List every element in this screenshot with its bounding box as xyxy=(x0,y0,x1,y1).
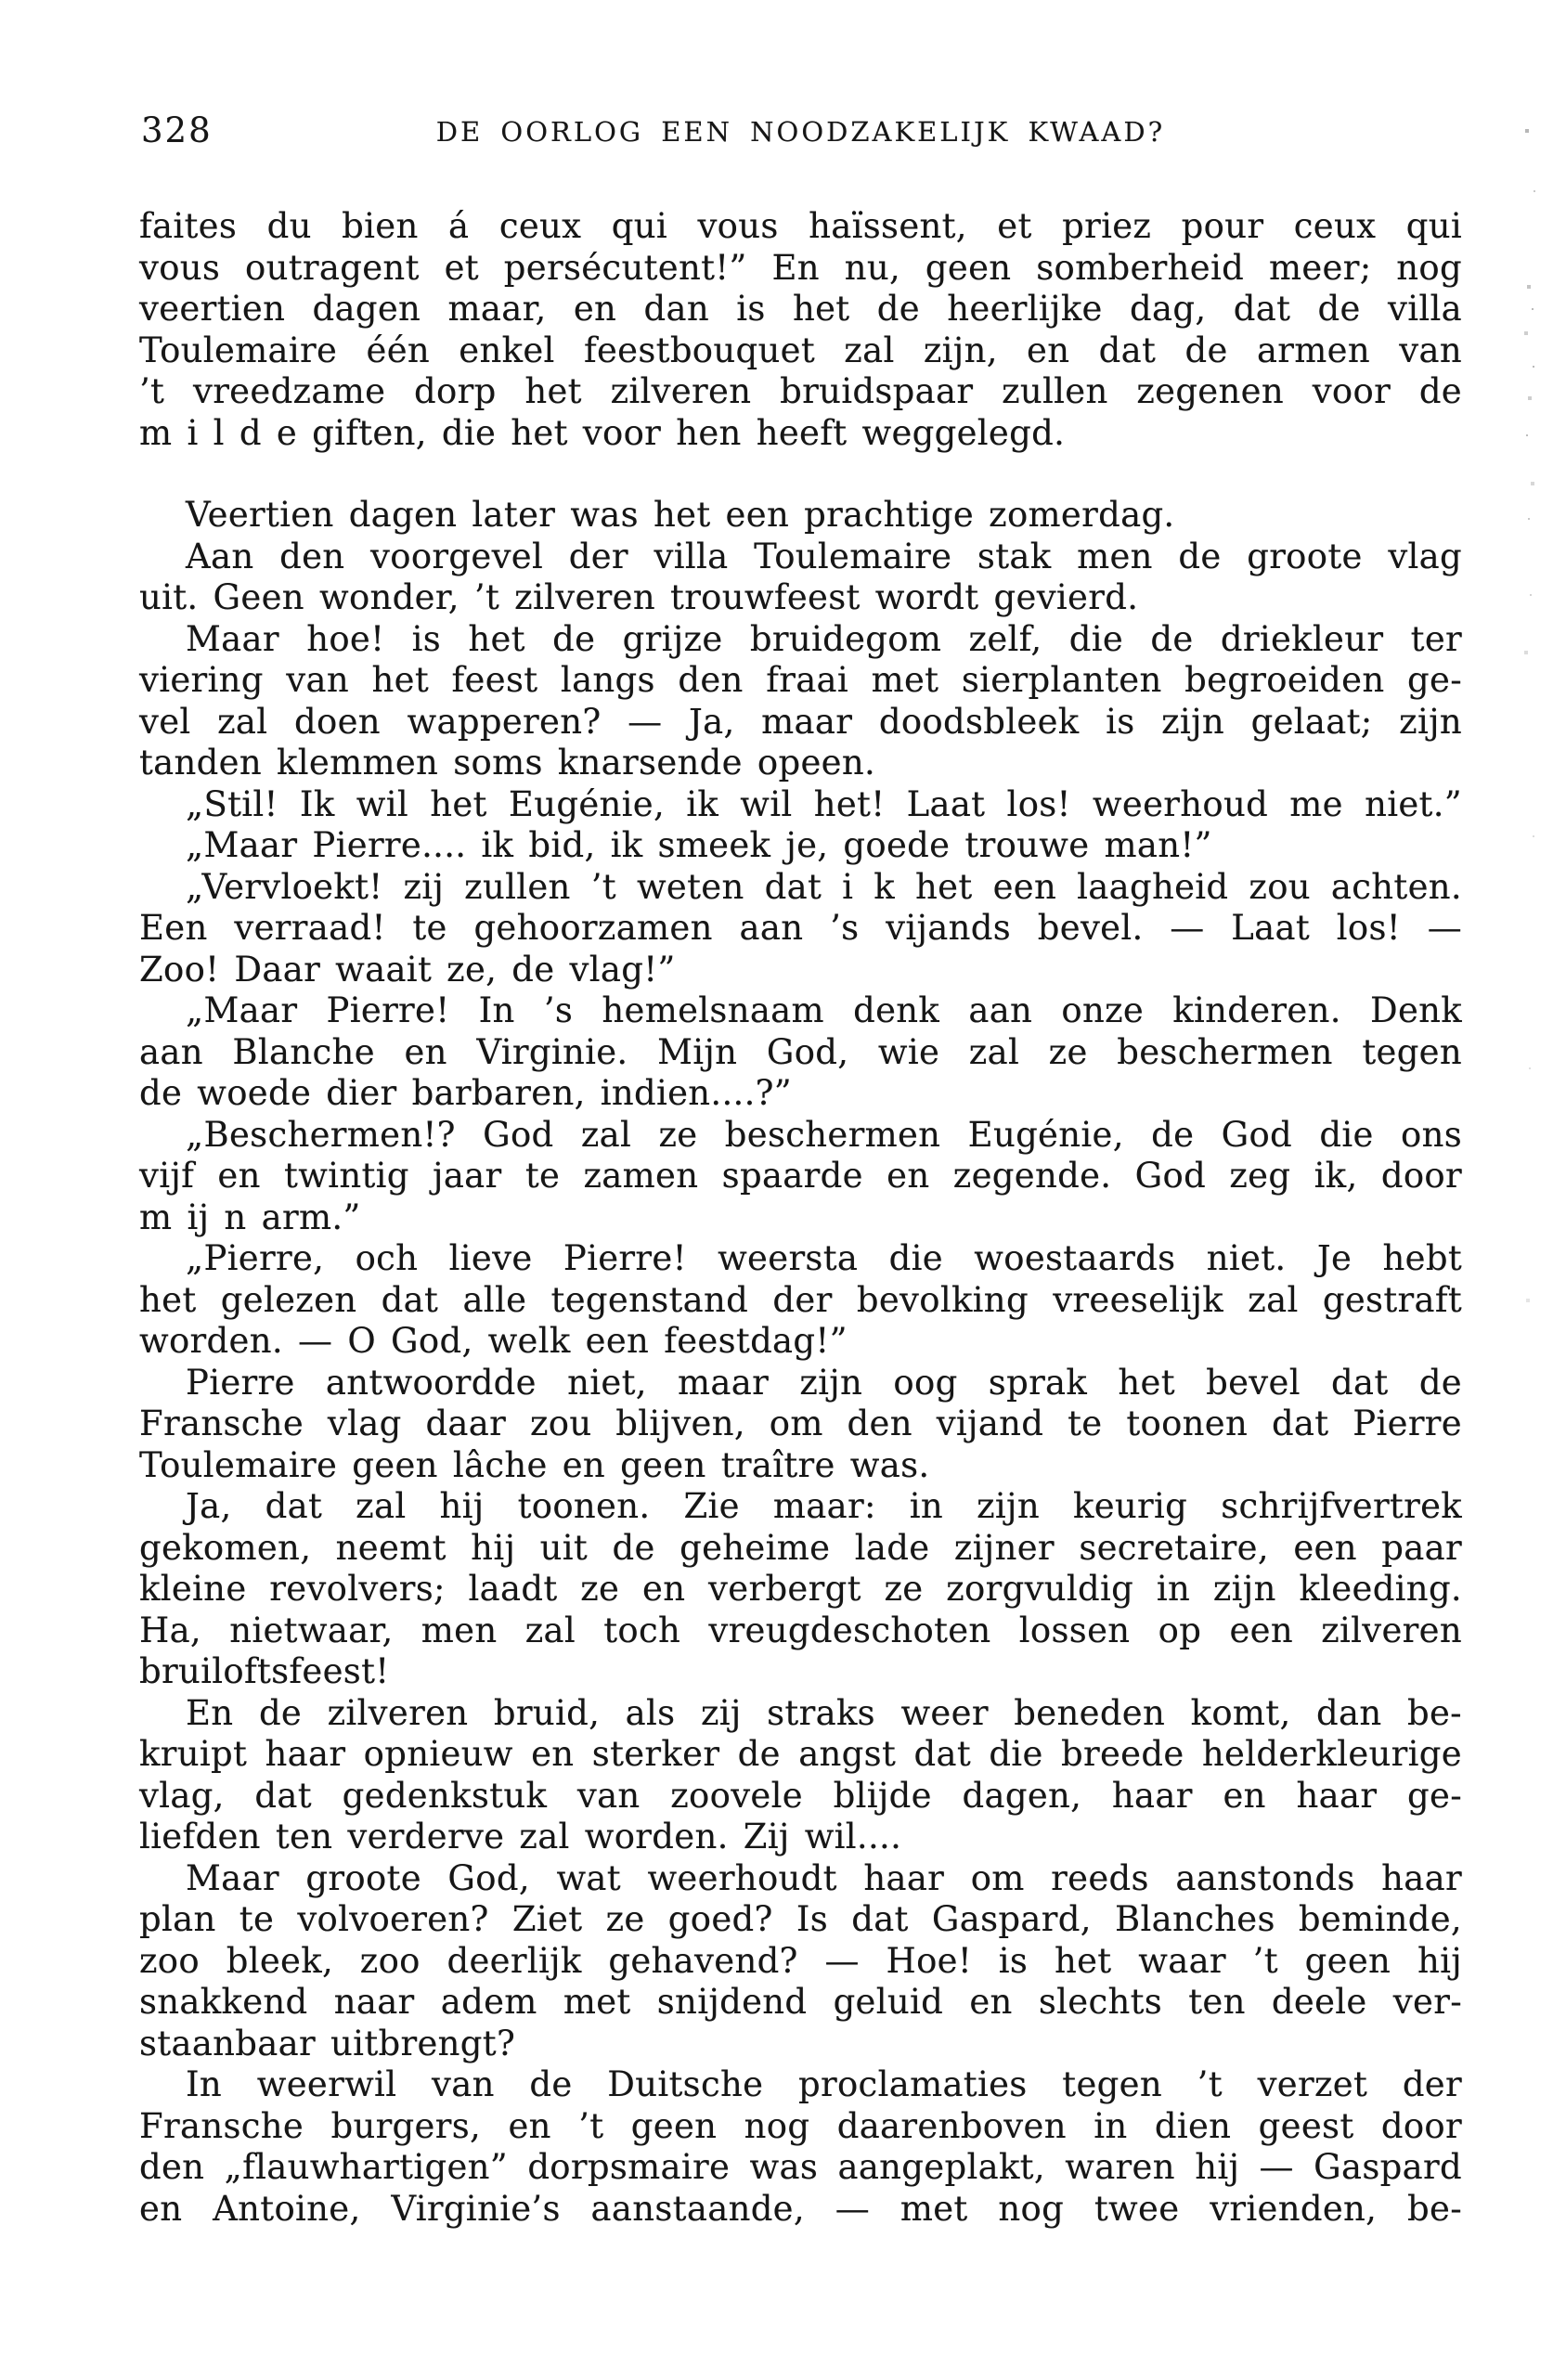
text-line: tanden klemmen soms knarsende opeen. xyxy=(139,743,876,783)
scan-speckle-artifacts xyxy=(0,0,2,2)
text-line: de woede dier barbaren, indien....?” xyxy=(139,1073,793,1113)
text-line: „Maar Pierre.... ik bid, ik smeek je, goede trouwe man!” xyxy=(186,825,1212,865)
text-line: „Pierre, och lieve Pierre! weersta die woestaards niet. Je hebt xyxy=(186,1238,1462,1278)
page-number: 328 xyxy=(141,110,213,150)
text-line: worden. — O God, welk een feestdag!” xyxy=(139,1321,848,1361)
text-line: Toulemaire geen lâche en geen traître was. xyxy=(139,1444,930,1485)
text-line: en Antoine, Virginie’s aanstaande, — met nog twee vrienden, be- xyxy=(139,2188,1462,2229)
text-line: En de zilveren bruid, als zij straks weer beneden komt, dan be- xyxy=(186,1692,1462,1733)
text-line: vel zal doen wapperen? — Ja, maar doodsbleek is zijn gelaat; zijn xyxy=(139,701,1462,742)
running-title: DE OORLOG EEN NOODZAKELIJK KWAAD? xyxy=(435,116,1166,148)
text-line: Fransche vlag daar zou blijven, om den vijand te toonen dat Pierre xyxy=(139,1403,1462,1443)
text-line: ’t vreedzame dorp het zilveren bruidspaar zullen zegenen voor de xyxy=(139,371,1462,411)
text-line: uit. Geen wonder, ’t zilveren trouwfeest wordt gevierd. xyxy=(139,577,1139,617)
text-line: Ja, dat zal hij toonen. Zie maar: in zijn keurig schrijfvertrek xyxy=(186,1486,1462,1526)
text-line: staanbaar uitbrengt? xyxy=(139,2023,516,2063)
text-line: „Vervloekt! zij zullen ’t weten dat i k het een laagheid zou achten. xyxy=(186,866,1462,907)
text-line: liefden ten verderve zal worden. Zij wil.... xyxy=(139,1817,902,1856)
text-line: kruipt haar opnieuw en sterker de angst dat die breede helderkleurige xyxy=(139,1734,1462,1774)
text-line: bruiloftsfeest! xyxy=(139,1651,390,1691)
text-line: Veertien dagen later was het een prachtige zomerdag. xyxy=(186,495,1175,535)
text-line: gekomen, neemt hij uit de geheime lade zijner secretaire, een paar xyxy=(139,1527,1462,1568)
text-line: „Beschermen!? God zal ze beschermen Eugénie, de God die ons xyxy=(186,1114,1462,1155)
text-line: Maar groote God, wat weerhoudt haar om reeds aanstonds haar xyxy=(186,1857,1462,1898)
text-line: vous outragent et persécutent!” En nu, geen somberheid meer; nog xyxy=(139,247,1462,288)
text-line: kleine revolvers; laadt ze en verbergt ze zorgvuldig in zijn kleeding. xyxy=(139,1569,1462,1609)
text-line: In weerwil van de Duitsche proclamaties tegen ’t verzet der xyxy=(186,2064,1462,2104)
text-line: vijf en twintig jaar te zamen spaarde en zegende. God zeg ik, door xyxy=(139,1156,1462,1196)
text-line: m ij n arm.” xyxy=(139,1196,361,1237)
text-line: faites du bien á ceux qui vous haïssent, et priez pour ceux qui xyxy=(139,206,1462,246)
text-line: Pierre antwoordde niet, maar zijn oog sprak het bevel dat de xyxy=(186,1362,1462,1403)
text-line: m i l d e giften, die het voor hen heeft weggelegd. xyxy=(139,412,1066,453)
text-line: den „flauwhartigen” dorpsmaire was aangeplakt, waren hij — Gaspard xyxy=(139,2147,1462,2187)
text-line: „Stil! Ik wil het Eugénie, ik wil het! Laat los! weerhoud me niet.” xyxy=(186,783,1462,824)
text-line: Maar hoe! is het de grijze bruidegom zelf, die de driekleur ter xyxy=(186,618,1462,659)
text-line: Toulemaire één enkel feestbouquet zal zijn, en dat de armen van xyxy=(139,330,1462,370)
text-line: plan te volvoeren? Ziet ze goed? Is dat Gaspard, Blanches beminde, xyxy=(139,1899,1462,1939)
text-line: het gelezen dat alle tegenstand der bevolking vreeselijk zal gestraft xyxy=(139,1279,1462,1320)
text-line: snakkend naar adem met snijdend geluid en slechts ten deele ver- xyxy=(139,1982,1462,2022)
text-line: viering van het feest langs den fraai met sierplanten begroeiden ge- xyxy=(139,660,1462,700)
text-line: „Maar Pierre! In ’s hemelsnaam denk aan onze kinderen. Denk xyxy=(186,990,1462,1030)
text-line: Ha, nietwaar, men zal toch vreugdeschoten lossen op een zilveren xyxy=(139,1610,1462,1650)
text-line: Zoo! Daar waait ze, de vlag!” xyxy=(139,949,676,990)
text-line: Fransche burgers, en ’t geen nog daarenboven in dien geest door xyxy=(139,2105,1462,2146)
text-line: Een verraad! te gehoorzamen aan ’s vijands bevel. — Laat los! — xyxy=(139,908,1462,948)
running-header xyxy=(139,110,1462,151)
body-text xyxy=(139,206,1462,2230)
text-line: vlag, dat gedenkstuk van zoovele blijde dagen, haar en haar ge- xyxy=(139,1775,1462,1816)
text-line: veertien dagen maar, en dan is het de heerlijke dag, dat de villa xyxy=(139,289,1462,329)
text-line: Aan den voorgevel der villa Toulemaire stak men de groote vlag xyxy=(186,536,1462,576)
text-line: aan Blanche en Virginie. Mijn God, wie zal ze beschermen tegen xyxy=(139,1031,1462,1072)
text-line: zoo bleek, zoo deerlijk gehavend? — Hoe! is het waar ’t geen hij xyxy=(139,1940,1462,1981)
